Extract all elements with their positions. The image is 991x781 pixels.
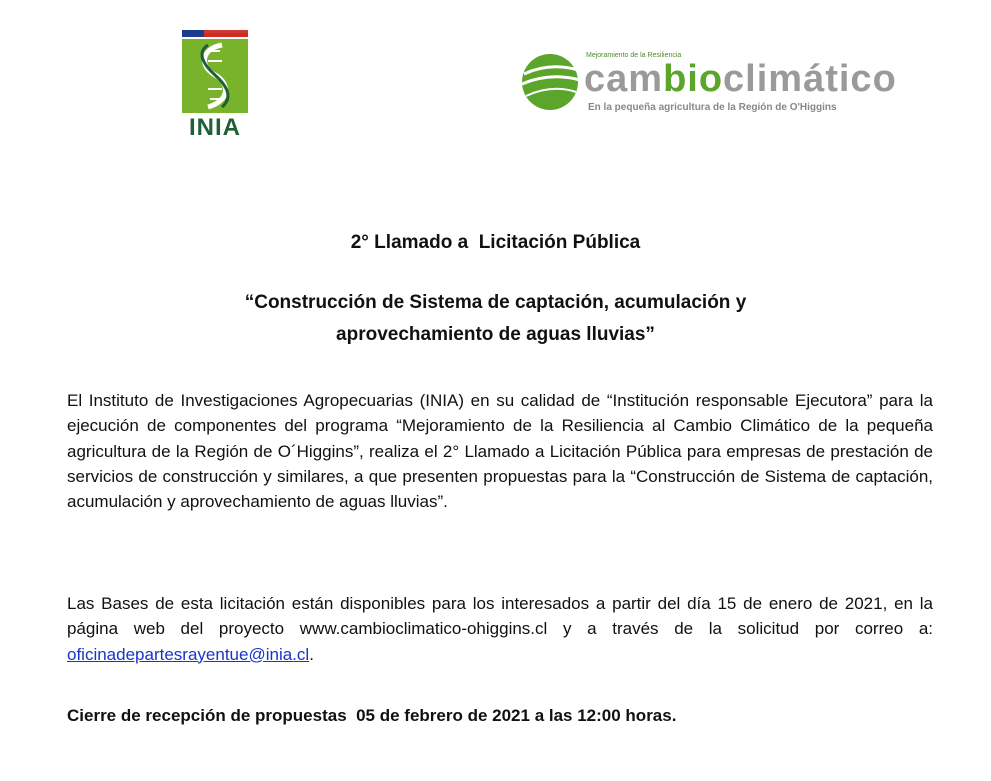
paragraph-intro: El Instituto de Investigaciones Agropecuarias (INIA) en su calidad de “Institución responsable Ejecutora” para la ejecución de componentes del programa “Mejoramiento de la Resiliencia al Cambio Climático de la pequeña agricultura de la Región de O´Higgins”, realiza el 2° Llamado a Licitación Pública para empresas de prestación de servicios de construcción y similares, a que presenten propuestas para la “Construcción de Sistema de captación, acumulación y aprovechamiento de aguas lluvias”. bbox=[67, 391, 933, 512]
paragraph-bases bbox=[67, 591, 933, 667]
inia-logo bbox=[182, 30, 248, 140]
chile-flag-stripe bbox=[182, 30, 248, 37]
cambio-subtitle: En la pequeña agricultura de la Región de O'Higgins bbox=[588, 102, 837, 113]
cambio-small-text: Mejoramiento de la Resiliencia bbox=[586, 52, 682, 59]
project-title-line1: “Construcción de Sistema de captación, acumulación y bbox=[244, 292, 747, 313]
inia-logo-text: INIA bbox=[189, 114, 241, 141]
closing-deadline: Cierre de recepción de propuestas 05 de febrero de 2021 a las 12:00 horas. bbox=[67, 706, 677, 725]
project-title bbox=[140, 287, 851, 351]
cambio-climatico-logo bbox=[518, 52, 928, 122]
globe-icon bbox=[518, 52, 588, 112]
project-title-line2: aprovechamiento de aguas lluvias” bbox=[336, 324, 655, 345]
email-link[interactable]: oficinadepartesrayentue@inia.cl bbox=[67, 644, 310, 664]
page-title: 2° Llamado a Licitación Pública bbox=[350, 232, 641, 253]
paragraph-bases-text: Las Bases de esta licitación están disponibles para los interesados a partir del día 15 de enero de 2021, en la página web del proyecto www.cambioclimatico-ohiggins.cl y a través de la solicitud por correo a: bbox=[67, 594, 933, 639]
inia-emblem bbox=[182, 39, 248, 113]
paragraph-bases-end: . bbox=[309, 644, 314, 664]
cambio-wordmark: cambioclimático bbox=[584, 58, 897, 100]
